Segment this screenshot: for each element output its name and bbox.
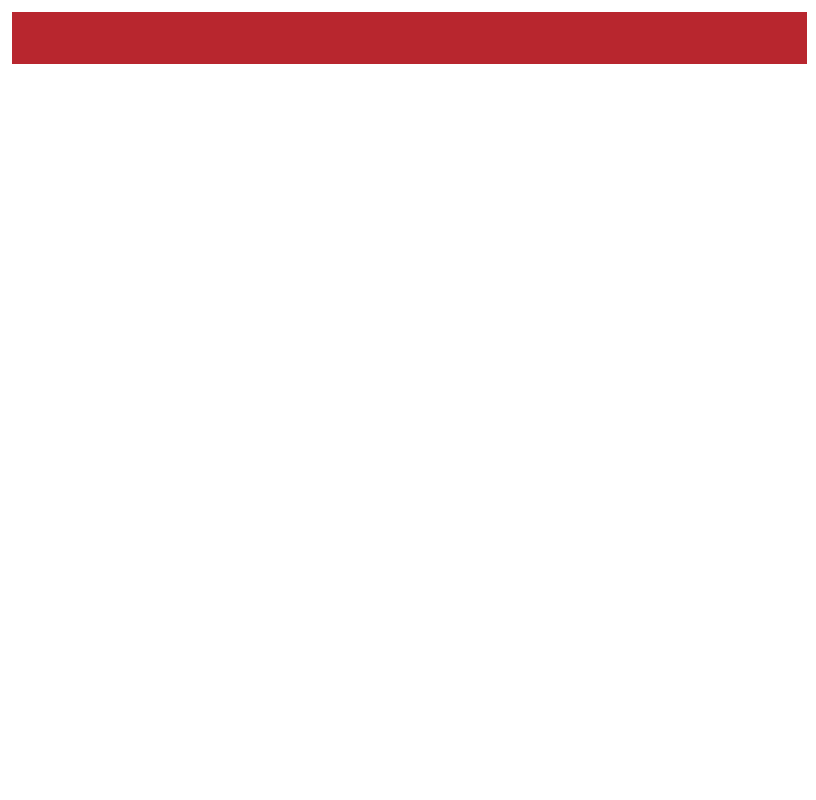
header-product-name (13, 13, 308, 64)
spec-table (12, 12, 807, 64)
header-test-method (588, 13, 807, 64)
header-drg5h (308, 13, 448, 64)
viscosity-temperature-chart (575, 512, 787, 630)
viscosity-chart-graphic (575, 512, 787, 630)
table-header-row (13, 13, 807, 64)
header-drg10 (448, 13, 588, 64)
solubility-chart-graphic (575, 633, 787, 743)
solubility-chart (575, 633, 787, 743)
